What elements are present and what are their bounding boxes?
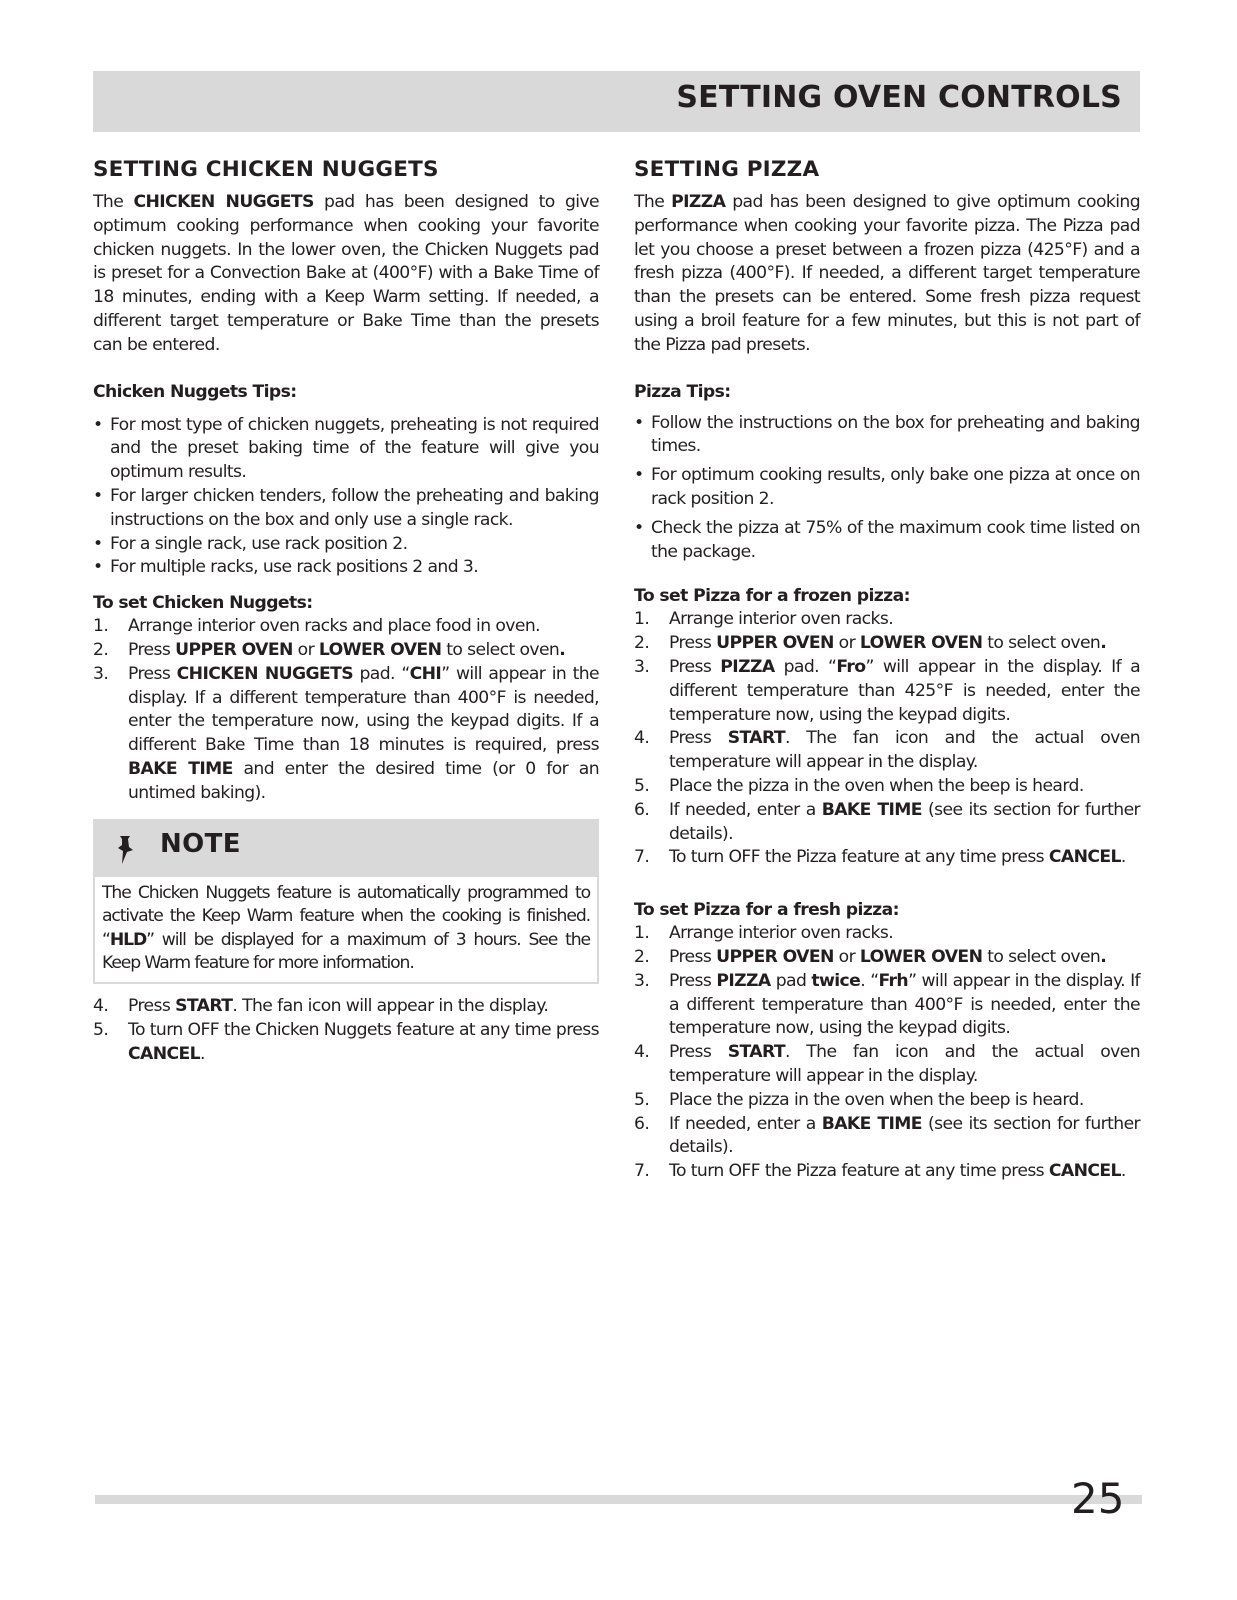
page-number: 25: [1071, 1474, 1125, 1523]
step-number: 1.: [93, 616, 109, 637]
pizza-heading: SETTING PIZZA: [634, 157, 820, 182]
step-item: [634, 1089, 1140, 1113]
step-text: Press PIZZA pad twice. “Frh” will appear in the display. If a different temperature than 400°F is needed, enter the temperature now, using the keypad digits.: [669, 970, 1140, 1039]
pizza-intro: The PIZZA pad has been designed to give optimum cooking performance when cooking your favorite pizza. The Pizza pad let you choose a preset between a frozen pizza (425°F) and a fresh pizza (400°F). If needed, a different target temperature than the presets can be entered. Some fresh pizza request using a broil feature for a few minutes, but this is not part of the Pizza pad presets.: [634, 192, 1140, 355]
bold-term: CHI: [409, 663, 442, 684]
bold-term: .: [559, 639, 566, 660]
step-item: [634, 1160, 1140, 1184]
step-number: 2.: [93, 639, 109, 660]
fresh-pizza-heading: To set Pizza for a fresh pizza:: [634, 900, 899, 921]
step-item: [634, 656, 1140, 727]
step-number: 6.: [634, 799, 650, 820]
tip-item: • For optimum cooking results, only bake one pizza at once on rack position 2.: [634, 464, 1140, 512]
step-item: [634, 922, 1140, 946]
step-number: 5.: [634, 1089, 650, 1110]
bold-term: BAKE TIME: [821, 1113, 922, 1134]
bold-term: .: [1100, 633, 1107, 654]
step-text: Arrange interior oven racks and place food in oven.: [128, 616, 540, 637]
step-text: Press UPPER OVEN or LOWER OVEN to select oven.: [669, 946, 1107, 967]
bold-term: .: [1100, 946, 1107, 967]
step-item: [634, 727, 1140, 775]
step-text: Arrange interior oven racks.: [669, 923, 894, 944]
pizza-tips-list: [634, 412, 1140, 565]
bold-term: PIZZA: [716, 970, 771, 991]
step-text: If needed, enter a BAKE TIME (see its section for further details).: [669, 1113, 1141, 1158]
step-item: [93, 995, 599, 1019]
step-item: [93, 663, 599, 806]
step-item: [93, 1019, 599, 1067]
step-text: Press START. The fan icon and the actual oven temperature will appear in the display.: [669, 728, 1140, 773]
step-item: [634, 1041, 1140, 1089]
fresh-pizza-steps: [634, 922, 1140, 1184]
bold-term: START: [727, 728, 785, 749]
tip-item: • For most type of chicken nuggets, preheating is not required and the preset baking time of the feature will give you optimum results.: [93, 414, 599, 485]
step-number: 4.: [93, 995, 109, 1016]
tip-item: • For a single rack, use rack position 2.: [93, 533, 599, 557]
step-number: 3.: [634, 656, 650, 677]
bold-term: CANCEL: [1048, 1161, 1121, 1182]
bold-term: CHICKEN NUGGETS: [176, 663, 354, 684]
step-item: [93, 615, 599, 639]
step-text: Press CHICKEN NUGGETS pad. “CHI” will appear in the display. If a different temperature than 400°F is needed, enter the temperature now, using the keypad digits. If a different Bake Time than 18 minutes is required, press BAKE TIME and enter the desired time (or 0 for an untimed baking).: [128, 663, 600, 803]
bold-term: twice: [811, 970, 861, 991]
step-text: Place the pizza in the oven when the beep is heard.: [669, 1089, 1084, 1110]
step-text: Press START. The fan icon will appear in the display.: [128, 995, 549, 1016]
step-text: To turn OFF the Chicken Nuggets feature at any time press CANCEL.: [128, 1019, 599, 1064]
step-item: [93, 639, 599, 663]
bold-term: PIZZA: [671, 192, 726, 212]
bold-term: UPPER OVEN: [716, 633, 834, 654]
step-item: [634, 946, 1140, 970]
step-number: 5.: [93, 1019, 109, 1040]
step-text: Press START. The fan icon and the actual oven temperature will appear in the display.: [669, 1042, 1140, 1086]
step-text: Press UPPER OVEN or LOWER OVEN to select oven.: [669, 633, 1107, 654]
set-chicken-nuggets-heading: To set Chicken Nuggets:: [93, 593, 313, 614]
pizza-section: [634, 156, 1140, 1184]
step-item: [634, 608, 1140, 632]
bold-term: START: [175, 995, 233, 1016]
step-text: Arrange interior oven racks.: [669, 609, 894, 630]
step-number: 2.: [634, 633, 650, 654]
pushpin-icon: [116, 834, 140, 866]
step-text: Place the pizza in the oven when the beep is heard.: [669, 775, 1084, 796]
note-header: [95, 821, 597, 877]
frozen-pizza-steps: [634, 608, 1140, 870]
bold-term: HLD: [109, 929, 147, 950]
step-number: 4.: [634, 1042, 650, 1063]
step-text: To turn OFF the Pizza feature at any time press CANCEL.: [669, 1161, 1126, 1182]
step-number: 7.: [634, 847, 650, 868]
bold-term: LOWER OVEN: [859, 946, 983, 967]
step-text: If needed, enter a BAKE TIME (see its section for further details).: [669, 799, 1141, 844]
step-item: [634, 775, 1140, 799]
tip-item: • Follow the instructions on the box for preheating and baking times.: [634, 412, 1140, 460]
chicken-nuggets-steps: [93, 615, 599, 805]
step-text: To turn OFF the Pizza feature at any time press CANCEL.: [669, 847, 1126, 868]
bold-term: Fro: [836, 656, 866, 677]
step-item: [634, 1113, 1140, 1161]
pizza-tips-heading: Pizza Tips:: [634, 381, 731, 402]
page-title: SETTING OVEN CONTROLS: [676, 80, 1122, 115]
bold-term: LOWER OVEN: [859, 633, 983, 654]
step-number: 3.: [93, 663, 109, 684]
bold-term: UPPER OVEN: [716, 946, 834, 967]
note-body: The Chicken Nuggets feature is automatically programmed to activate the Keep Warm feature when the cooking is finished. “HLD” will be displayed for a maximum of 3 hours. See the Keep Warm feature for more information.: [102, 882, 590, 974]
frozen-pizza-heading: To set Pizza for a frozen pizza:: [634, 586, 910, 607]
chicken-nuggets-tips-heading: Chicken Nuggets Tips:: [93, 381, 297, 402]
step-number: 5.: [634, 775, 650, 796]
step-item: [634, 846, 1140, 870]
bold-term: UPPER OVEN: [175, 639, 293, 660]
bold-term: CANCEL: [128, 1043, 201, 1064]
step-item: [634, 970, 1140, 1041]
step-item: [634, 799, 1140, 847]
bold-term: CANCEL: [1048, 847, 1121, 868]
chicken-nuggets-intro: The CHICKEN NUGGETS pad has been designed to give optimum cooking performance when cooking your favorite chicken nuggets. In the lower oven, the Chicken Nuggets pad is preset for a Convection Bake at (400°F) with a Bake Time of 18 minutes, ending with a Keep Warm setting. If needed, a different target temperature or Bake Time than the presets can be entered.: [93, 192, 600, 355]
step-number: 4.: [634, 728, 650, 749]
step-number: 3.: [634, 970, 650, 991]
step-number: 1.: [634, 609, 650, 630]
chicken-nuggets-tips-list: [93, 414, 599, 581]
header-bar: [93, 71, 1140, 132]
footer-bar: [95, 1495, 1142, 1504]
tip-item: • For multiple racks, use rack positions 2 and 3.: [93, 556, 599, 580]
tip-item: • Check the pizza at 75% of the maximum cook time listed on the package.: [634, 517, 1140, 565]
step-number: 7.: [634, 1161, 650, 1182]
step-item: [634, 632, 1140, 656]
step-number: 2.: [634, 946, 650, 967]
bold-term: Frh: [878, 970, 909, 991]
chicken-nuggets-steps-continued: [93, 995, 599, 1066]
tip-item: • For larger chicken tenders, follow the preheating and baking instructions on the box and only use a single rack.: [93, 485, 599, 533]
step-number: 6.: [634, 1113, 650, 1134]
bold-term: BAKE TIME: [128, 758, 233, 779]
note-title: NOTE: [160, 828, 241, 859]
chicken-nuggets-section: [93, 156, 599, 1066]
step-number: 1.: [634, 923, 650, 944]
chicken-nuggets-heading: SETTING CHICKEN NUGGETS: [93, 157, 439, 182]
step-text: Press PIZZA pad. “Fro” will appear in the display. If a different temperature than 425°F is needed, enter the temperature now, using the keypad digits.: [669, 656, 1140, 725]
note-box: [93, 819, 599, 984]
step-text: Press UPPER OVEN or LOWER OVEN to select oven.: [128, 639, 566, 660]
bold-term: BAKE TIME: [821, 799, 922, 820]
bold-term: START: [727, 1042, 785, 1063]
bold-term: PIZZA: [720, 656, 775, 677]
bold-term: LOWER OVEN: [318, 639, 442, 660]
bold-term: CHICKEN NUGGETS: [133, 192, 314, 212]
